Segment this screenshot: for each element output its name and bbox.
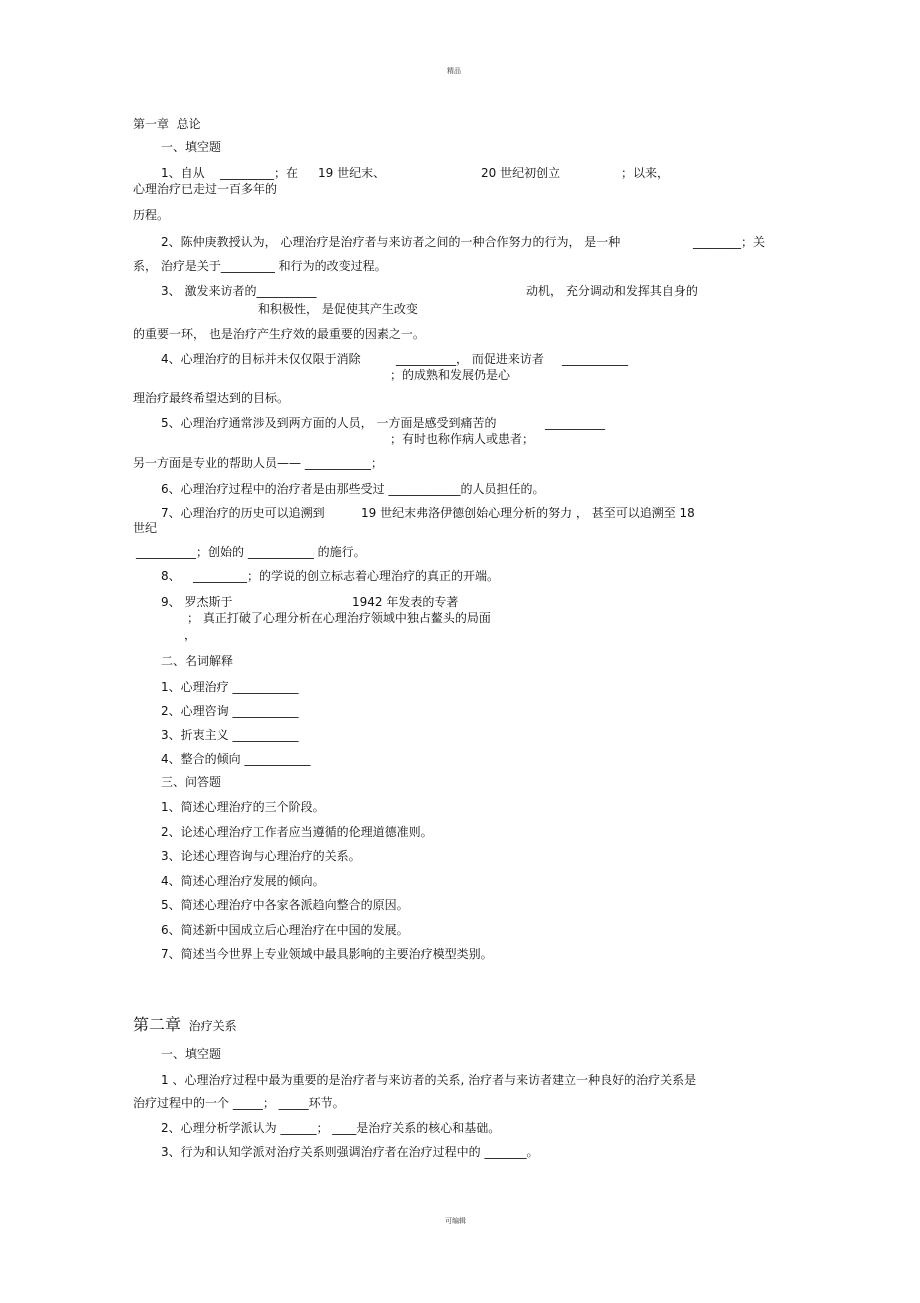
q1-part: ；以来，: [621, 166, 670, 180]
question-item: 3、论述心理咨询与心理治疗的关系。: [161, 849, 361, 863]
q5-part: 5、心理治疗通常涉及到两方面的人员， 一方面是感受到痛苦的: [161, 416, 497, 430]
chapter-subtitle: 总论: [176, 117, 201, 131]
q8-part: 8、: [161, 569, 181, 583]
chapter-number: 第一章: [133, 117, 170, 131]
q1-part: 20 世纪初创立: [481, 166, 561, 180]
q2: 2、心理分析学派认为 ______； ____是治疗关系的核心和基础。: [161, 1121, 501, 1135]
term-item: 3、折衷主义 ___________: [161, 728, 299, 742]
q1-part: 19 世纪末、: [318, 166, 386, 180]
term-item: 2、心理咨询 ___________: [161, 704, 299, 718]
question-item: 1、简述心理治疗的三个阶段。: [161, 800, 325, 814]
q2-part: 2、陈仲庚教授认为， 心理治疗是治疗者与来访者之间的一种合作努力的行为， 是一种: [161, 235, 621, 249]
page-header: 精品: [447, 67, 461, 75]
question-item: 6、简述新中国成立后心理治疗在中国的发展。: [161, 923, 409, 937]
q4-part: 理治疗最终希望达到的目标。: [133, 391, 290, 405]
q1-part: 历程。: [133, 208, 170, 222]
term-item: 4、整合的倾向 ___________: [161, 752, 311, 766]
section-title: 二、名词解释: [161, 654, 234, 668]
q3-part: 和积极性， 是促使其产生改变: [258, 302, 418, 316]
q5-part: __________: [545, 416, 605, 430]
section-title: 三、问答题: [161, 775, 222, 789]
q1-part: 1 、心理治疗过程中最为重要的是治疗者与来访者的关系, 治疗者与来访者建立一种良好的治疗关系是: [161, 1073, 697, 1087]
q4-part: ；的成熟和发展仍是心: [390, 368, 511, 382]
q5-part: ；有时也称作病人或患者；: [390, 432, 535, 446]
q5-part: 另一方面是专业的帮助人员—— ___________；: [133, 456, 383, 470]
section-title: 一、填空题: [161, 1047, 222, 1061]
q1-part: 心理治疗已走过一百多年的: [133, 182, 278, 196]
chapter-title: [133, 117, 201, 131]
q3: 3、行为和认知学派对治疗关系则强调治疗者在治疗过程中的 _______。: [161, 1145, 539, 1159]
question-item: 7、简述当今世界上专业领域中最具影响的主要治疗模型类别。: [161, 947, 493, 961]
chapter-subtitle: 治疗关系: [188, 1019, 237, 1033]
q7-part: 19 世纪末弗洛伊德创始心理分析的努力 ， 甚至可以追溯至 18: [361, 506, 695, 520]
q2-part: 系， 治疗是关于_________ 和行为的改变过程。: [133, 259, 387, 273]
chapter-title: [133, 1016, 237, 1034]
q9-part: ； 真正打破了心理分析在心理治疗领域中独占鳌头的局面: [187, 611, 491, 625]
section-title: 一、填空题: [161, 140, 222, 154]
q4-part: __________， 而促进来访者: [396, 352, 544, 366]
question-item: 5、简述心理治疗中各家各派趋向整合的原因。: [161, 898, 409, 912]
q1-part: 治疗过程中的一个 _____； _____环节。: [133, 1096, 345, 1110]
q3-part: 的重要一环， 也是治疗产生疗效的最重要的因素之一。: [133, 327, 425, 341]
q9-part: 9、 罗杰斯于: [161, 595, 233, 609]
question-item: 4、简述心理治疗发展的倾向。: [161, 874, 325, 888]
q1-part: 1、自从: [161, 166, 205, 180]
q3-part: 动机， 充分调动和发挥其自身的: [526, 284, 698, 298]
q4-part: ___________: [562, 352, 628, 366]
q3-part: 3、 激发来访者的__________: [161, 284, 317, 298]
q8-part: _________；的学说的创立标志着心理治疗的真正的开端。: [193, 569, 500, 583]
q4-part: 4、心理治疗的目标并未仅仅限于消除: [161, 352, 361, 366]
question-item: 2、论述心理治疗工作者应当遵循的伦理道德准则。: [161, 825, 433, 839]
q1-part: _________；在: [220, 166, 299, 180]
q7-part: 7、心理治疗的历史可以追溯到: [161, 506, 325, 520]
q7-part: 世纪: [133, 521, 158, 535]
page-footer: 可编辑: [445, 1217, 466, 1225]
q2-part: ________；关: [693, 235, 766, 249]
q9-part: 1942 年发表的专著: [352, 595, 459, 609]
q9-part: ，: [184, 628, 197, 642]
q6: 6、心理治疗过程中的治疗者是由那些受过 ____________的人员担任的。: [161, 482, 545, 496]
chapter-number: 第二章: [133, 1015, 182, 1034]
term-item: 1、心理治疗 ___________: [161, 680, 299, 694]
q7-part: __________；创始的 ___________ 的施行。: [136, 545, 366, 559]
